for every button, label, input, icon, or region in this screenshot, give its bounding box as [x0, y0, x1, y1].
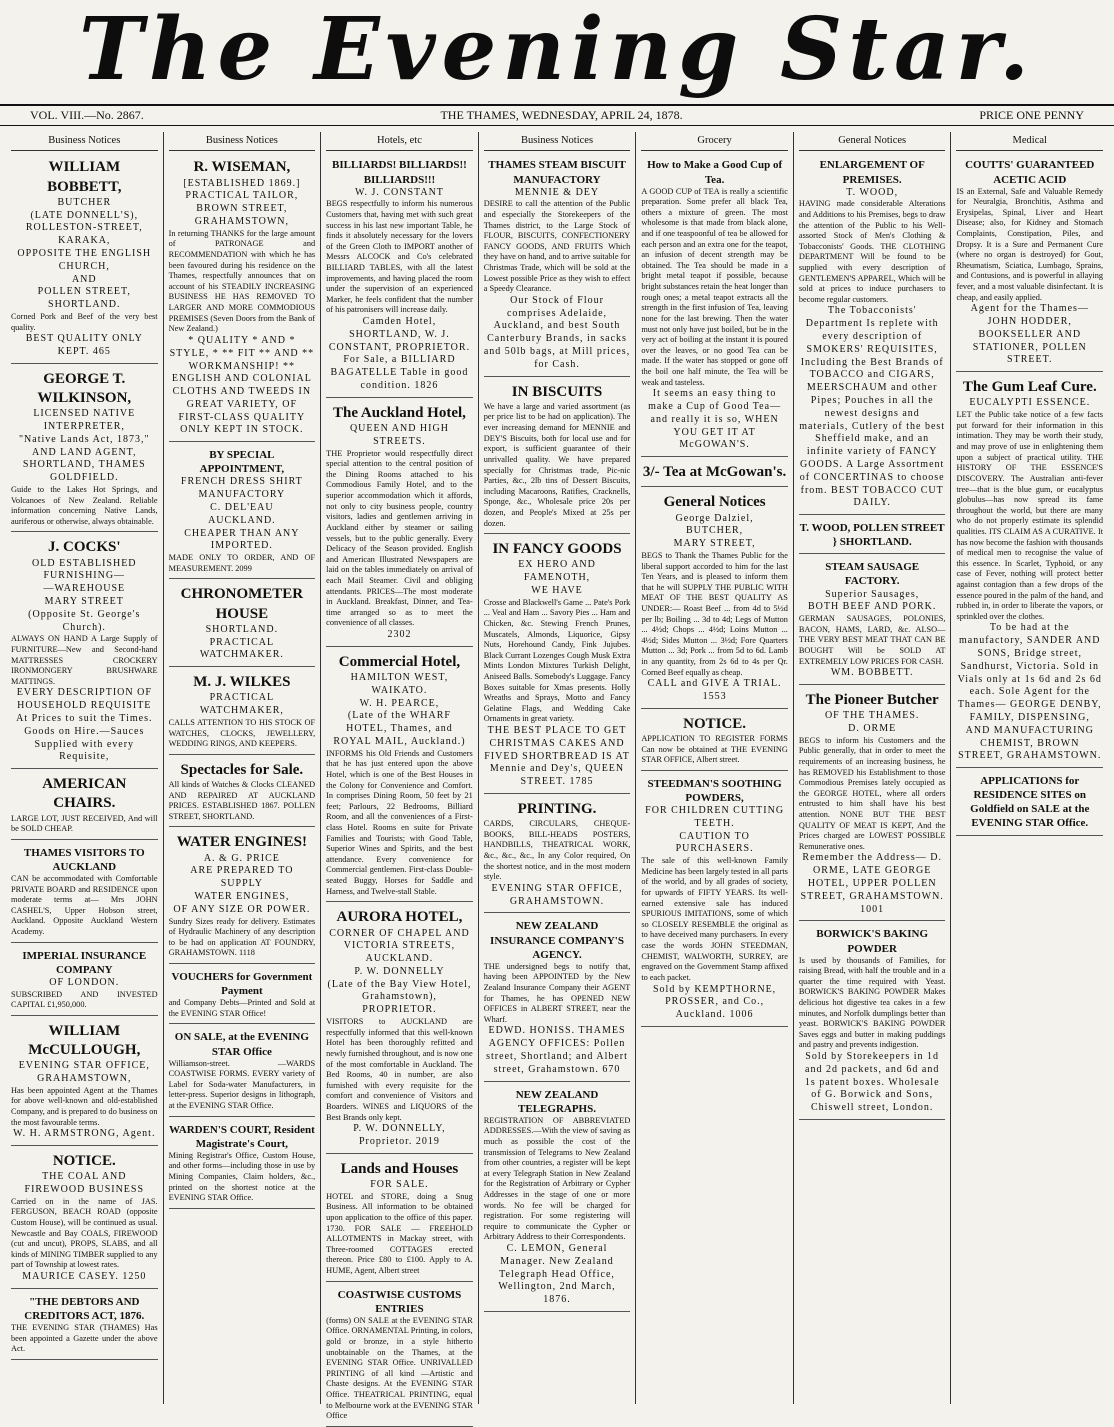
advertisement: [11, 946, 158, 1016]
ad-title: ENLARGEMENT OF PREMISES.: [819, 159, 925, 186]
advertisement: [11, 1292, 158, 1360]
ad-title: R. WISEMAN,: [193, 159, 291, 176]
ad-line: ARE PREPARED TO SUPPLY: [190, 865, 294, 890]
ad-line: WATCHMAKER.: [199, 649, 284, 661]
masthead: [0, 0, 1114, 100]
ad-body: The sale of this well-known Family Medicine has been largely tested in all parts of the world, and by all grades of society, for upwards of FIFTY YEARS. Its well-earned extensive sale has induced SPURIOUS IMITATIONS, some of which so CLOSELY RESEMBLE the original as to have deceived many purchasers. In every case the words JOHN STEEDMAN, CHEMIST, WALWORTH, SURREY, are engraved on the Government Stamp affixed to each packet.: [641, 856, 788, 982]
ad-body: SUBSCRIBED AND INVESTED CAPITAL £1,950,000.: [11, 989, 158, 1010]
ad-title: How to Make a Good Cup of Tea.: [647, 159, 783, 186]
ad-line: D. ORME: [848, 722, 897, 734]
ad-line: OLD ESTABLISHED: [32, 557, 137, 569]
ad-footer: Agent for the Thames— JOHN HODDER, BOOKSELLER AND STATIONER, POLLEN STREET.: [970, 303, 1089, 366]
ad-body: THE EVENING STAR (THAMES) Has been appointed a Gazette under the above Act.: [11, 1322, 158, 1354]
ad-line: AND: [71, 273, 97, 285]
ad-title: WARDEN'S COURT, Resident Magistrate's Court,: [168, 1123, 315, 1150]
ad-body: INFORMS his Old Friends and Customers that he has just entered upon the above Hotel, which is one of the Best Houses in the Colony for Convenience and Comfort. In comprises Dining Room, 50 feet by 21 feet; Parlours, 22 Bedrooms, Billiard Room, and all the conveniences of a First-class Hotel. Rooms en suite for Private Families and Tourists; with Good Table, Superior Wines and Spirits, and the best attendance. Every convenience for Commercial gentlemen. First-class Double-seated Buggy, Horses for Saddle and Harness, and Twelve-stall Stable.: [326, 748, 473, 896]
ad-line: MENNIE & DEY: [514, 186, 600, 198]
ad-footer: WM. BOBBETT.: [830, 667, 914, 679]
advertisement: [799, 688, 946, 921]
ad-body: A GOOD CUP of TEA is really a scientific preparation. Some prefer all black Tea, others a mixture of green. The most wholesome is that made from black alone, and if one teaspoonful of tea be allowed for each person and an extra one for the teapot, an infusion of decent strength may be obtained. The Tea should be made in a bright metal teapot if possible, because bright substances retain the heat longer than rough ones; a metal teapot extracts all the strength in the first infusion of Tea, leaving none for the last brewing. Then the water must not only have just boiled, but be in the very act of boiling at the instant it is poured over the leaves, or no good Tea can be made. If the water has stopped or gone off the boil one half minute, the Tea will be weak and tasteless.: [641, 186, 788, 387]
advertisement: [169, 582, 316, 667]
advertisement: [11, 843, 158, 943]
ad-footer: Our Stock of Flour comprises Adelaide, Auckland, and best South Canterbury Brands, in sacks and 50lb bags, at Mill prices, for Cash.: [483, 294, 631, 370]
advertisement: [11, 155, 158, 363]
ad-line: WATER ENGINES,: [194, 891, 290, 903]
ad-line: FURNISHING—: [43, 570, 126, 582]
advertisement: [956, 155, 1103, 372]
ad-line: A. & G. PRICE: [203, 852, 280, 864]
ad-title: The Pioneer Butcher: [805, 691, 939, 708]
ad-footer: Camden Hotel, SHORTLAND, W. J. CONSTANT, PROPRIETOR. For Sale, a BILLIARD BAGATELLE Table in good condition. 1826: [328, 316, 471, 392]
ad-title: NEW ZEALAND TELEGRAPHS.: [515, 1088, 599, 1115]
ad-body: BEGS to Thank the Thames Public for the liberal support accorded to him for the last Ten Years, and is pleased to inform them that he will SUPPLY THE PUBLIC WITH MEAT OF THE BEST QUALITY AS UNDER:— Roast Beef ... from 4d to 5½d per lb; Boiling ... 3d to 4d; Legs of Mutton ... 4½d; Chops ... 4½d; Loins Mutton ... 4½d; Sides Mutton ... 3½d; Fore Quarters Mutton ... 3d; Pork ... from 5d to 6d. Lamb in any quantity, from 2s 6d to 4s per Qr. Corned Beef equally as cheap.: [641, 550, 788, 677]
ad-title: T. WOOD, POLLEN STREET } SHORTLAND.: [799, 522, 945, 549]
column-4: [479, 132, 637, 1404]
ad-body: Guide to the Lakes Hot Springs, and Volcanoes of New Zealand. Reliable information concerning Native Lands, auriferous or otherwise, always obtainable.: [11, 484, 158, 526]
ad-line: OF LONDON.: [49, 976, 120, 988]
advertisement: [169, 445, 316, 579]
ad-title: VOUCHERS for Government Payment: [171, 971, 313, 998]
ad-title: AURORA HOTEL,: [336, 909, 463, 926]
ad-body: CALLS ATTENTION TO HIS STOCK OF WATCHES, CLOCKS, JEWELLERY, WEDDING RINGS, AND KEEPERS.: [168, 717, 316, 749]
ad-body: ALWAYS ON HAND A Large Supply of FURNITURE—New and Second-hand MATTRESSES CROCKERY IRONMONGERY BRUSHWARE MATTINGS.: [11, 634, 158, 686]
ad-line: PRACTICAL TAILOR,: [185, 190, 299, 202]
ad-title: ON SALE, at the EVENING STAR Office: [174, 1031, 309, 1058]
column-heading: Hotels, etc: [326, 132, 473, 151]
advertisement: [484, 537, 631, 794]
ad-title: The Auckland Hotel,: [332, 404, 466, 421]
ad-line: (LATE DONNELL'S),: [30, 209, 139, 221]
ad-line: OF THE THAMES.: [824, 710, 920, 722]
ad-line: BROWN STREET,: [196, 203, 288, 215]
ad-body: Crosse and Blackwell's Game ... Pate's Pork ... Veal and Ham ... Savory Pies ... Ham and Chicken, &c. Stewing French Prunes, Muscatels, Almonds, Liquorice, Gipsy Nuts, Horehound Candy, Fink Jujubes. Black Currant Lozenges Cough Musk Extra Mints London Mixtures Turkish Delight, Aniseed Balls. Somebody's Luggage. Fancy Boxes suitable for Xmas presents. Holly Wreaths and Sprays, Motto and Fancy Gelatine Flags, and Wedding Cake Ornaments in great variety.: [483, 597, 631, 724]
ad-footer: * QUALITY * AND * STYLE, * ** FIT ** AND ** WORKMANSHIP! ** ENGLISH AND COLONIAL CLOTHS AND TWEEDS IN GREAT VARIETY, OF FIRST-CLASS QUALITY ONLY KEPT IN STOCK.: [169, 334, 315, 436]
column-heading: Grocery: [641, 132, 788, 151]
ad-line: POLLEN STREET, SHORTLAND.: [37, 286, 131, 311]
ad-body: Mining Registrar's Office, Custom House, and other forms—including those in use by Mining Companies, Claim holders, &c., printed on the shortest notice at the EVENING STAR Office.: [168, 1150, 316, 1203]
dateline: [0, 104, 1114, 126]
advertisement: [799, 155, 946, 515]
ad-footer: BEST QUALITY ONLY KEPT. 465: [25, 333, 143, 357]
ad-title: WILLIAM BOBBETT,: [47, 159, 122, 195]
ad-line: WE HAVE: [531, 584, 583, 596]
column-heading: Business Notices: [11, 132, 158, 151]
ad-line: (Late of the Bay View Hotel, Grahamstown), PROPRIETOR.: [327, 978, 472, 1016]
ad-footer: Remember the Address— D. ORME, LATE GEORGE HOTEL, UPPER POLLEN STREET, GRAHAMSTOWN. 1001: [800, 852, 944, 915]
ad-line: FRENCH DRESS SHIRT MANUFACTORY: [180, 476, 303, 501]
ad-line: EUCALYPTI ESSENCE.: [969, 397, 1091, 409]
masthead-title: The Evening Star.: [78, 0, 1036, 100]
ad-footer: P. W. DONNELLY, Proprietor. 2019: [353, 1123, 446, 1147]
ad-footer: EVERY DESCRIPTION OF HOUSEHOLD REQUISITE At Prices to suit the Times. Goods on Hire.—Sauces Supplied with every Requisite,: [16, 687, 153, 763]
ad-line: AUCKLAND.: [208, 514, 276, 526]
ad-body: THE undersigned begs to notify that, having been APPOINTED by the New Zealand Insurance Company their AGENT for Thames, he has OPENED NEW OFFICES in ALBERT STREET, near the Wharf.: [483, 961, 631, 1024]
column-heading: Business Notices: [169, 132, 316, 151]
ad-body: Corned Pork and Beef of the very best quality.: [11, 311, 158, 332]
ad-title: GEORGE T. WILKINSON,: [37, 370, 132, 406]
ad-line: FOR CHILDREN CUTTING TEETH.: [645, 805, 785, 829]
ad-line: SHORTLAND.: [205, 623, 279, 635]
ad-body: CARDS, CIRCULARS, CHEQUE-BOOKS, BILL-HEADS POSTERS, HANDBILLS, THEATRICAL WORK, &c., &c., &c., In any Color required, On the shortest notice, and in the most modern style.: [483, 819, 631, 882]
ad-body: APPLICATION TO REGISTER FORMS Can now be obtained at THE EVENING STAR OFFICE, Albert street.: [641, 734, 788, 765]
column-7: [951, 132, 1108, 1404]
ad-line: [ESTABLISHED 1869.]: [183, 177, 301, 189]
ad-line: HAMILTON WEST, WAIKATO.: [350, 672, 449, 696]
column-5: [636, 132, 794, 1404]
advertisement: [326, 155, 473, 397]
advertisement: [11, 535, 158, 769]
ad-line: PRACTICAL: [209, 636, 275, 648]
ad-line: FOR SALE.: [370, 1178, 429, 1190]
advertisement: [11, 772, 158, 840]
advertisement: [484, 797, 631, 913]
advertisement: [169, 670, 316, 755]
ad-footer: CALL and GIVE A TRIAL. 1553: [647, 678, 782, 703]
ad-body: Is used by thousands of Families, for raising Bread, with half the trouble and in a quarter the time required with Yeast. BORWICK'S BAKING POWDER Makes delicious hot digestive tea cakes in a few minutes, and Norfolk dumplings better than yeast. BORWICK'S BAKING POWDER Saves eggs and butter in making puddings and pastry and prevents indigestion.: [798, 955, 946, 1050]
ad-footer: EDWD. HONISS. THAMES AGENCY OFFICES: Pollen street, Shortland; and Albert street, Grahamstown. 670: [486, 1025, 628, 1075]
ad-line: BUTCHER: [57, 196, 112, 208]
advertisement: [641, 155, 788, 457]
volume-number: VOL. VIII.—No. 2867.: [30, 108, 144, 122]
advertisement: [641, 490, 788, 708]
advertisement: [799, 518, 946, 554]
ad-body: GERMAN SAUSAGES, POLONIES, BACON, HAMS, LARD, &c. ALSO— THE VERY BEST MEAT THAT CAN BE BOUGHT Will be SOLD AT EXTREMELY LOW PRICES FOR CASH.: [798, 614, 946, 666]
ad-body: LARGE LOT, JUST RECEIVED, And will be SOLD CHEAP.: [11, 813, 158, 834]
ad-footer: It seems an easy thing to make a Cup of Good Tea—and really it is so, WHEN YOU GET IT AT McGOWAN'S.: [648, 388, 782, 451]
ad-body: THE Proprietor would respectfully direct special attention to the central position of the Dining Rooms attached to his Commodious Family Hotel, and to the superior accommodation which it affords, not only to city business people, country visitors, ladies and gentlemen arriving in Auckland either by steamer or sailing vessels, but to the public generally. Every Delicacy of the Season provided. English and American Illustrated Newspapers are laid on the tables immediately on arrival of each Mail Steamer. Civil and obliging attendants. PRICES—The most moderate in Auckland. Breakfast, Dinner, and Tea-time arranged so as to meet the convenience of all classes.: [326, 448, 473, 628]
ad-title: STEAM SAUSAGE FACTORY.: [825, 561, 920, 588]
advertisement: [484, 380, 631, 535]
ad-footer: THE BEST PLACE TO GET CHRISTMAS CAKES AND FIVED SHORTBREAD IS AT Mennie and Dey's, QUEEN STREET. 1785: [484, 725, 630, 788]
ad-footer: C. LEMON, General Manager. New Zealand Telegraph Head Office, Wellington, 2nd March, 1876.: [498, 1243, 616, 1306]
ad-line: MARY STREET: [44, 595, 124, 607]
ad-line: MARY STREET,: [673, 538, 756, 550]
ad-body: LET the Public take notice of a few facts put forward for their information in this intimation. They may be worth their study, and may prove of use in enlightening them upon a subject of practical utility. THE HISTORY OF THE ESSENCE'S DISCOVERY. The Australian anti-fever tree—that is the blue gum, or eucalyptus globulus—has now spread its fame throughout the world, but there are many who do not properly estimate its splendid qualities. ITS CLAIM AS A CURATIVE. It has now become the fashion with thousands of medical men to recognise the value of this essence. In Scarlet, Typhoid, or any case of Fever, nothing will protect better against contagion than a few drops of the essence poured in the palm of the hand, and rubbed in, in order to liberate the vapors, or sprinkled over the clothes.: [956, 410, 1104, 621]
ad-footer: EVENING STAR OFFICE, GRAHAMSTOWN.: [491, 882, 623, 907]
advertisement: [799, 557, 946, 685]
ad-title: J. COCKS': [48, 539, 121, 556]
ad-body: BEGS respectfully to inform his numerous Customers that, having met with such great success in his last new important Table, he finds it absolutely necessary for the lovers of the Green Cloth to IMPORT another of Messrs ALCOCK and Co's celebrated BILLIARD TABLES, with all the latest improvements, and having placed the room under the supervision of an experienced Marker, he feels confident that the number of his patronisers will increase daily.: [326, 199, 473, 315]
ad-footer: Sold by Storekeepers in 1d and 2d packets, and 6d and 1s patent boxes. Wholesale of G. Borwick and Sons, Chiswell street, London.: [804, 1051, 940, 1114]
ad-line: W. H. PEARCE,: [359, 697, 440, 709]
advertisement: [326, 1285, 473, 1427]
advertisement: [169, 155, 316, 442]
ad-line: SHORTLAND, THAMES GOLDFIELD.: [22, 459, 146, 484]
ad-title: AMERICAN CHAIRS.: [42, 776, 127, 812]
ad-body: (forms) ON SALE at the EVENING STAR Office. ORNAMENTAL Printing, in colors, gold or bronze, in a style hitherto unobtainable on the Thames, at the EVENING STAR Office. UNRIVALLED PRINTING of all kind —Artistic and Chaste designs. At the EVENING STAR Office. THEATRICAL PRINTING, equal to Melbourne work at the EVENING STAR Office: [326, 1315, 473, 1421]
ad-title: BY SPECIAL APPOINTMENT,: [199, 449, 285, 476]
ad-line: ROLLESTON-STREET, KARAKA,: [25, 222, 143, 247]
ad-body: HOTEL and STORE, doing a Snug Business. All information to be obtained upon application to the office of this paper. 1730. FOR SALE — FREEHOLD ALLOTMENTS in Mackay street, with Three-roomed COTTAGES erected thereon. Price £80 to £100. Apply to A. HUME, Agent, Albert street: [326, 1191, 473, 1276]
column-3: [321, 132, 479, 1421]
ad-title: IN FANCY GOODS: [492, 541, 622, 558]
ad-title: 3/- Tea at McGowan's.: [642, 464, 787, 481]
ad-title: Spectacles for Sale.: [180, 761, 304, 778]
ad-line: BOTH BEEF AND PORK.: [807, 601, 937, 613]
ad-title: CHRONOMETER HOUSE: [180, 586, 304, 622]
column-heading: General Notices: [799, 132, 946, 151]
ad-line: GRAHAMSTOWN,: [37, 1072, 132, 1084]
advertisement: [326, 1157, 473, 1282]
ad-title: Commercial Hotel,: [338, 653, 461, 670]
ad-line: CORNER OF CHAPEL AND VICTORIA STREETS, AUCKLAND.: [329, 927, 470, 965]
ad-body: REGISTRATION OF ABBREVIATED ADDRESSES.—With the view of saving as much as possible the cost of the transmission of Telegrams to New Zealand from other countries, a register will be kept at every Telegraph Station in New Zealand for the Registration of Arbitrary or Cypher Addresses in the stage of one or more words. No fee will be charged for registration. For some registering will require to communicate the Cypher or Arbitrary Address to their Correspondents.: [483, 1115, 631, 1242]
advertisement: [11, 1149, 158, 1289]
advertisement: [484, 916, 631, 1081]
ad-footer: 2302: [387, 629, 412, 641]
ad-line: Superior Sausages,: [825, 588, 920, 600]
advertisement: [169, 830, 316, 964]
ad-body: Carried on in the name of JAS. FERGUSON, BEACH ROAD (opposite Custom House), will be continued as usual. Newcastle and Bay COALS, FIREWOOD (cut and uncut), PROPS, SLABS, and all kinds of MINING TIMBER supplied to any part of Township at lowest rates.: [11, 1196, 158, 1270]
ad-title: WILLIAM McCULLOUGH,: [28, 1022, 141, 1058]
ad-body: We have a large and varied assortment (as per price list to be had on application). The ever increasing demand for MENNIE and DEY'S Biscuits, both for local use and for export, is sufficient guarantee of their unrivalled quality. We have prepared specially for Christmas trade, Pic-nic Parties, &c., 2lb tins of Dessert Biscuits, including Macaroons, Ratifies, Cracknells, Sponge, &c., Wholesale price 20s per dozen, and People's Mixed at 25s per dozen.: [483, 401, 631, 528]
ad-footer: Sold by KEMPTHORNE, PROSSER, and Co., Auckland. 1006: [653, 983, 777, 1021]
ad-line: PRACTICAL WATCHMAKER,: [199, 692, 284, 717]
place-date: THE THAMES, WEDNESDAY, APRIL 24, 1878.: [440, 108, 683, 122]
ad-line: EX HERO AND FAMENOTH,: [518, 559, 596, 584]
column-heading: Medical: [956, 132, 1103, 151]
advertisement: [956, 375, 1103, 768]
ad-line: LICENSED NATIVE INTERPRETER,: [33, 408, 136, 432]
advertisement: [169, 1027, 316, 1116]
ad-line: George Dalziel,: [675, 512, 754, 524]
ad-body: VISITORS to AUCKLAND are respectfully informed that this well-known Hotel has been thoroughly refitted and newly furnished throughout, and is now one of the most comfortable in Auckland. The Bed Rooms, 40 in number, are also furnished with every requisite for the comfort and convenience of Visitors and Boarders. WINES and LIQUORS of the Best Brands only kept.: [326, 1017, 473, 1122]
advertisement: [11, 1019, 158, 1146]
ad-line: AND LAND AGENT,: [32, 446, 137, 458]
ad-footer: To be had at the manufactory, SANDER AND SONS, Bridge street, Sandhurst, Victoria. Sold in Vials only at 1s 6d and 2s 6d each. Sole Agent for the Thames— GEORGE DENBY, FAMILY, DISPENSING, AND MANUFACTURING CHEMIST, BROWN STREET, GRAHAMSTOWN.: [957, 622, 1102, 762]
ad-title: The Gum Leaf Cure.: [962, 379, 1097, 396]
ad-body: HAVING made considerable Alterations and Additions to his Premises, begs to draw the attention of the Public to his Well-assorted Stock of Men's Clothing & Tobacconists' Goods. THE CLOTHING DEPARTMENT Will be found to be supplied with every description of GENTLEMEN'S APPAREL, Which will be sold at prices to induce purchasers to become regular customers.: [798, 199, 946, 304]
ad-footer: MAURICE CASEY. 1250: [22, 1271, 147, 1283]
ad-body: CAN be accommodated with Comfortable PRIVATE BOARD and RESIDENCE upon moderate terms at— Mrs JOHN CASHEL'S, Upper Hobson street, Auckland. Opposite Auckland Western Academy.: [11, 873, 158, 936]
ad-body: Williamson-street. —WARDS COASTWISE FORMS. EVERY variety of Label for Soda-water Manufacturers, in letter-press. Superior designs in lithograph, at the EVENING STAR Office.: [168, 1058, 316, 1111]
ad-title: THAMES STEAM BISCUIT MANUFACTORY: [488, 159, 626, 186]
ad-title: Lands and Houses: [340, 1160, 459, 1177]
ad-title: PRINTING.: [517, 801, 597, 818]
ad-body: Sundry Sizes ready for delivery. Estimates of Hydraulic Machinery of any description to be had on application AT FOUNDRY, GRAHAMSTOWN. 1118: [168, 916, 316, 958]
ad-title: COUTTS' GUARANTEED ACETIC ACID: [965, 159, 1095, 186]
advertisement: [169, 1120, 316, 1209]
advertisement: [11, 367, 158, 533]
ad-footer: The Tobacconists' Department Is replete with every description of SMOKERS' REQUISITES, Including the Best Brands of TOBACCO and CIGARS, MEERSCHAUM and other Pipes; Pouches in all the newest designs and materials, Cutlery of the best Sheffield make, and an infinite variety of FANCY GOODS. A Large Assortment of CONCERTINAS to choose from. BEST TOBACCO CUT DAILY.: [799, 305, 946, 509]
ad-title: NOTICE.: [52, 1152, 116, 1169]
column-1: [6, 132, 164, 1404]
ad-title: IN BISCUITS: [511, 383, 603, 400]
ad-line: "Native Lands Act, 1873,": [18, 433, 150, 445]
ad-body: MADE ONLY TO ORDER, AND OF MEASUREMENT. 2099: [168, 553, 316, 573]
ad-title: "THE DEBTORS AND CREDITORS ACT, 1876.: [24, 1295, 145, 1322]
price: PRICE ONE PENNY: [979, 108, 1084, 122]
ad-line: OF ANY SIZE OR POWER.: [173, 903, 311, 915]
ad-title: THAMES VISITORS TO AUCKLAND: [23, 846, 145, 873]
ad-title: General Notices: [663, 494, 766, 511]
advertisement: [641, 460, 788, 487]
ad-title: NOTICE.: [683, 715, 747, 732]
ad-line: EVENING STAR OFFICE,: [18, 1060, 150, 1072]
ad-title: M. J. WILKES: [193, 674, 291, 691]
ad-title: NEW ZEALAND INSURANCE COMPANY'S AGENCY.: [490, 920, 624, 961]
ad-body: IS an External, Safe and Valuable Remedy for Neuralgia, Bronchitis, Asthma and Erysipelas, Spinal, Liver and Heart Disease; also, for Kidney and Stomach Complaints, Constipation, Piles, and Dropsy. It is a Sure and Permanent Cure (where no organ is destroyed) for Gout, Rheumatism, Sciatica, Lumbago, Sprains, and Contusions, and is powerful in allaying fever, and a most valuable disinfectant. It is cheap, and easily applied.: [956, 186, 1104, 302]
column-heading: Business Notices: [484, 132, 631, 151]
ad-title: BILLIARDS! BILLIARDS!! BILLIARDS!!!: [332, 159, 467, 186]
ad-title: APPLICATIONS for RESIDENCE SITES on Goldfield on SALE at the EVENING STAR Office.: [970, 775, 1090, 830]
advertisement: [956, 771, 1103, 835]
ad-line: —WAREHOUSE: [43, 583, 126, 595]
ad-line: QUEEN AND HIGH STREETS.: [349, 423, 449, 447]
ad-body: BEGS to inform his Customers and the Public generally, that in order to meet the requirements of an increasing business, he has REMOVED his Establishment to those Commodious Premises lately occupied as the GEORGE HOTEL, where all orders entrusted to him shall have his best attention. NONE BUT THE BEST QUALITY OF MEAT IS KEPT, And the Prices charged are LOWEST POSSIBLE Remunerative ones.: [798, 735, 946, 851]
advertisement: [484, 155, 631, 376]
ad-body: Has been appointed Agent at the Thames for above well-known and old-established Company, and is prepared to do business on the most favourable terms.: [11, 1085, 158, 1127]
ad-title: WATER ENGINES!: [176, 834, 307, 851]
ad-line: CHEAPER THAN ANY IMPORTED.: [184, 527, 300, 552]
ad-line: BUTCHER,: [686, 525, 744, 537]
ad-line: GRAHAMSTOWN,: [194, 216, 290, 228]
ad-line: OPPOSITE THE ENGLISH CHURCH,: [17, 248, 152, 272]
advertisement: [326, 905, 473, 1153]
column-6: [794, 132, 952, 1404]
advertisement: [641, 712, 788, 771]
ad-line: W. J. CONSTANT: [354, 186, 444, 198]
advertisement: [484, 1085, 631, 1312]
ad-line: (Late of the WHARF HOTEL, Thames, and ROYAL MAIL, Auckland.): [333, 710, 466, 747]
advertisement: [169, 967, 316, 1024]
ad-title: COASTWISE CUSTOMS ENTRIES: [337, 1288, 462, 1315]
advertisement: [169, 758, 316, 828]
advertisement: [641, 774, 788, 1027]
ad-line: CAUTION TO PURCHASERS.: [675, 830, 754, 855]
ad-title: BORWICK'S BAKING POWDER: [816, 928, 929, 955]
ad-title: IMPERIAL INSURANCE COMPANY: [22, 949, 147, 976]
ad-line: T. WOOD,: [846, 186, 899, 198]
ad-line: (Opposite St. George's Church).: [28, 608, 141, 633]
advertisement: [326, 650, 473, 903]
ad-line: THE COAL AND FIREWOOD BUSINESS: [24, 1171, 145, 1195]
ad-line: C. DEL'EAU: [210, 502, 274, 514]
ad-footer: W. H. ARMSTRONG, Agent.: [13, 1128, 156, 1140]
ad-body: DESIRE to call the attention of the Public and especially the Storekeepers of the Thames district, to the Large Stock of FLOUR, BISCUITS, CONFECTIONERY FANCY GOODS, AND FRUITS Which they have on hand, and to arrive suitable for Christmas Trade, which will be sold at the Lowest possible Price as they wish to effect a Speedy Clearance.: [483, 199, 631, 294]
ad-title: STEEDMAN'S SOOTHING POWDERS,: [647, 777, 782, 804]
advertisement: [326, 401, 473, 647]
column-2: [164, 132, 322, 1404]
columns-container: [6, 132, 1108, 1421]
ad-body: and Company Debts—Printed and Sold at the EVENING STAR Office!: [168, 998, 316, 1018]
ad-body: In returning THANKS for the large amount of PATRONAGE and RECOMMENDATION with which he has been favoured during his residence on the Thames, respectfully announces that on account of his STEADILY INCREASING BUSINESS HE HAS REMOVED TO LARGER AND MORE COMMODIOUS PREMISES (Seven Doors from the Bank of New Zealand.): [168, 228, 316, 334]
ad-line: P. W. DONNELLY: [354, 965, 445, 977]
advertisement: [799, 924, 946, 1120]
ad-body: All kinds of Watches & Clocks CLEANED AND REPAIRED AT AUCKLAND PRICES. ESTABLISHED 1867. POLLEN STREET, SHORTLAND.: [168, 780, 316, 821]
